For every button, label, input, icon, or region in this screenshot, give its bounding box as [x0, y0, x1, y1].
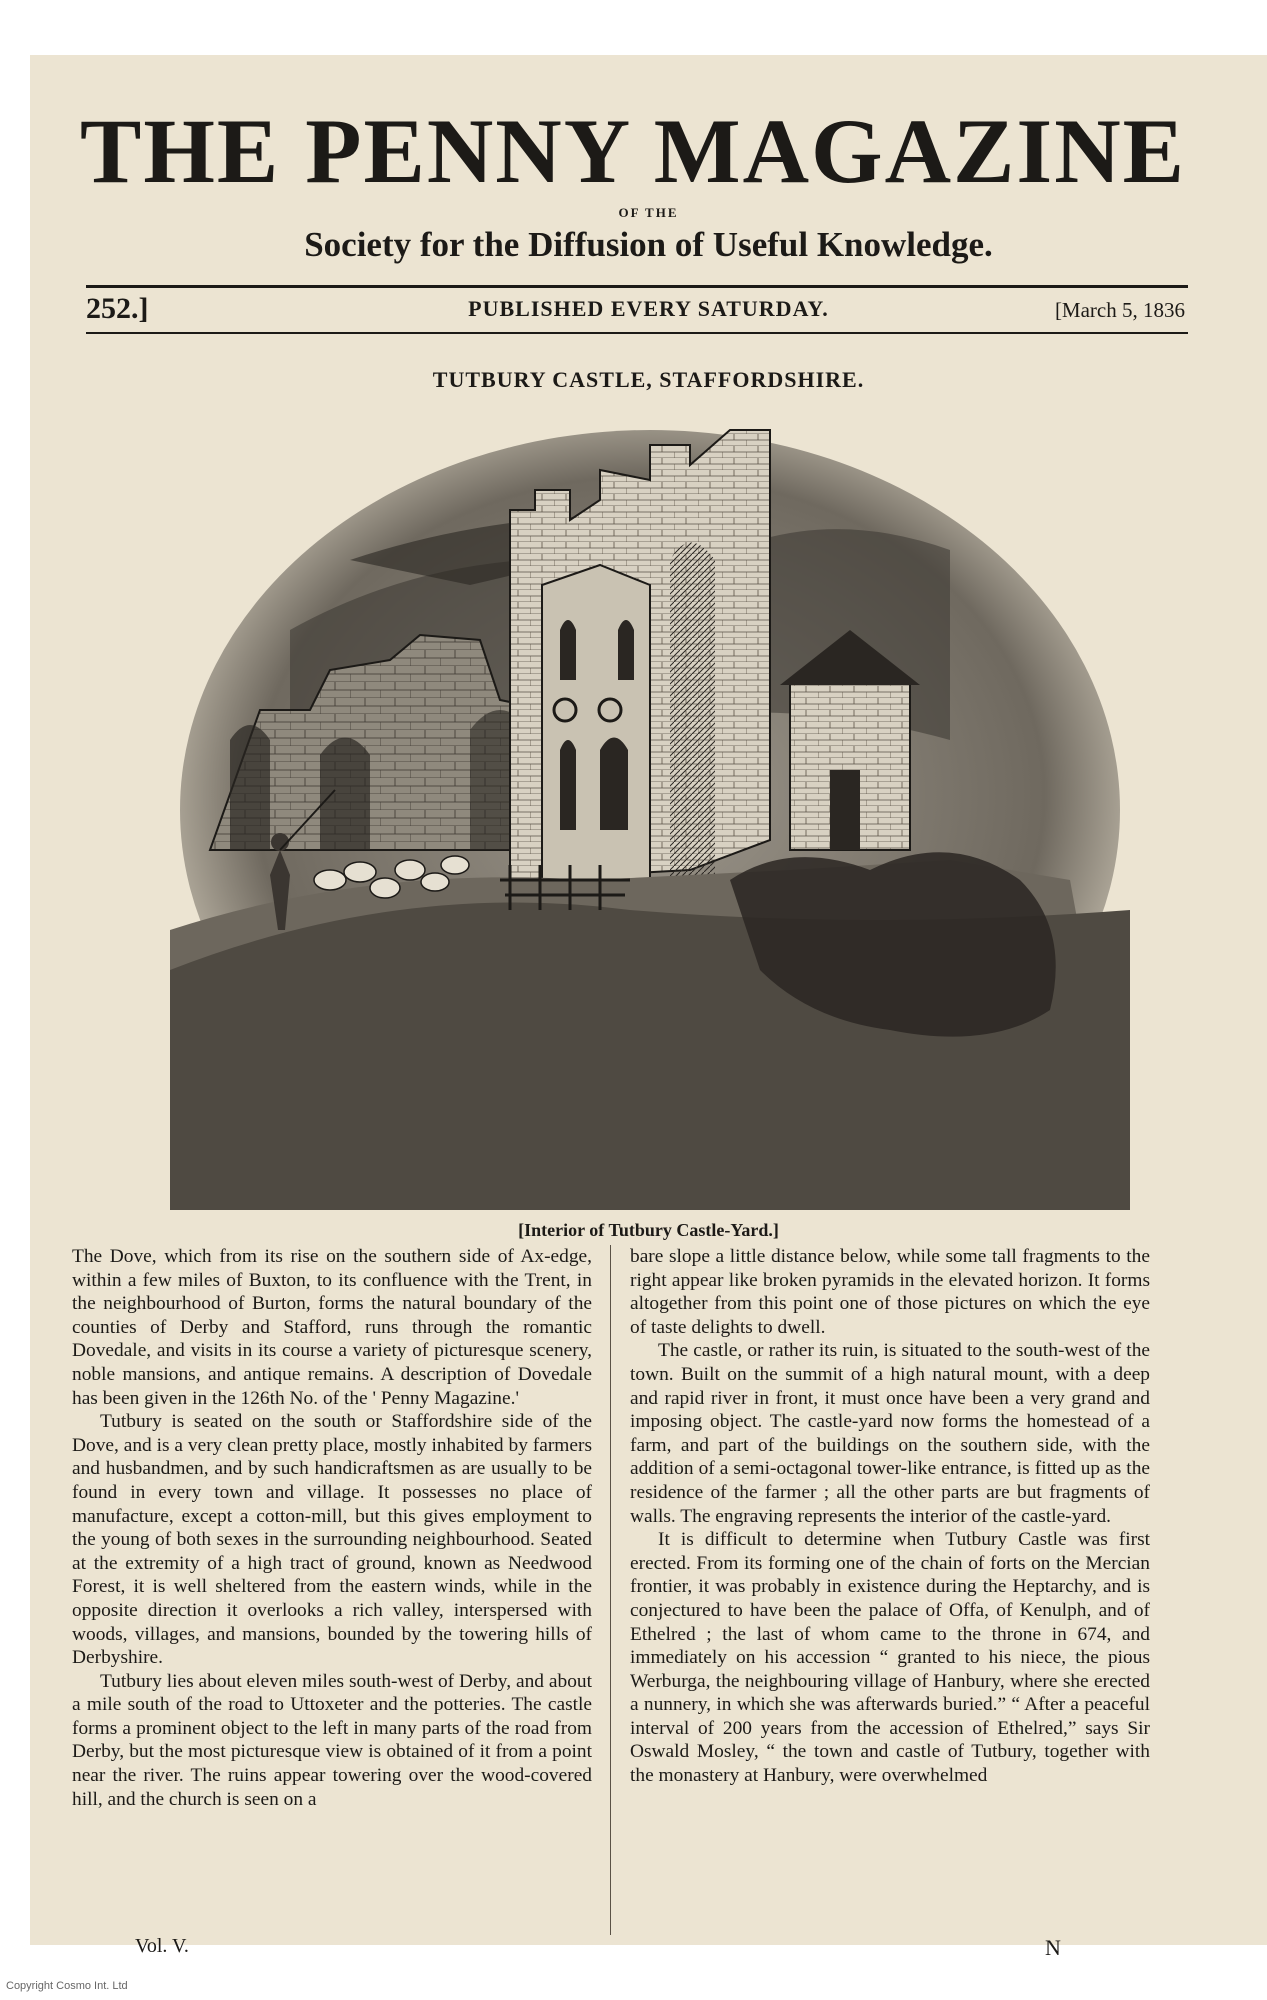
header-rule-bottom — [86, 332, 1188, 334]
paragraph: Tutbury is seated on the south or Staffordshire side of the Dove, and is a very clean pretty place, mostly inhabited by farmers and husbandmen, and by such handicraftsmen as are usually to be found in every town and village. It possesses no place of manufacture, except a cotton-mill, but this gives employment to the young of both sexes in the surrounding neighbourhood. Seated at the extremity of a high tract of ground, known as Needwood Forest, it is well sheltered from the eastern winds, while in the opposite direction it overlooks a rich valley, interspersed with woods, villages, and mansions, bounded by the towering hills of Derbyshire. — [72, 1411, 592, 1669]
right-text-column — [630, 1245, 1150, 1788]
masthead-of-the: OF THE — [618, 205, 679, 220]
illustration-caption: [Interior of Tutbury Castle-Yard.] — [518, 1220, 779, 1240]
column-divider — [610, 1245, 611, 1935]
issue-number: 252.] — [86, 292, 149, 325]
issue-date: [March 5, 1836 — [1054, 298, 1185, 322]
copyright-notice: Copyright Cosmo Int. Ltd — [6, 1980, 128, 1992]
header-rule-top — [86, 285, 1188, 288]
paragraph: It is difficult to determine when Tutbury Castle was first erected. From its forming one of the chain of forts on the Mercian frontier, it was probably in existence during the Heptarchy, and is conjectured to have been the palace of Offa, of Kenulph, and of Ethelred ; the last of whom came to the throne in 674, and immediately on his accession “ granted to his niece, the pious Werburga, the neighbouring village of Hanbury, where she erected a nunnery, in which she was afterwards buried.” “ After a peaceful interval of 200 years from the accession of Ethelred,” says Sir Oswald Mosley, “ the town and castle of Tutbury, together with the monastery at Hanbury, were overwhelmed — [630, 1529, 1150, 1787]
printer-signature-mark: N — [1045, 1935, 1061, 1960]
paragraph: Tutbury lies about eleven miles south-west of Derby, and about a mile south of the road to Uttoxeter and the potteries. The castle forms a prominent object to the left in many parts of the road from Derby, but the most picturesque view is obtained of it from a point near the river. The ruins appear towering over the wood-covered hill, and the church is seen on a — [72, 1670, 592, 1810]
masthead-society: Society for the Diffusion of Useful Knowledge. — [304, 225, 993, 264]
publication-schedule: PUBLISHED EVERY SATURDAY. — [468, 296, 829, 321]
masthead-title: THE PENNY MAGAZINE — [80, 100, 1186, 202]
paragraph: The castle, or rather its ruin, is situated to the south-west of the town. Built on the summit of a high natural mount, with a deep and rapid river in front, it must once have been a very grand and imposing object. The castle-yard now forms the homestead of a farm, and part of the buildings on the southern side, with the addition of a semi-octagonal tower-like entrance, is fitted up as the residence of the farmer ; all the other parts are but fragments of walls. The engraving represents the interior of the castle-yard. — [630, 1340, 1150, 1527]
volume-number: Vol. V. — [135, 1935, 189, 1957]
castle-engraving-illustration — [170, 410, 1130, 1210]
article-title: TUTBURY CASTLE, STAFFORDSHIRE. — [432, 367, 865, 392]
magazine-page — [30, 55, 1267, 1960]
paragraph: The Dove, which from its rise on the southern side of Ax-edge, within a few miles of Buxton, to its confluence with the Trent, in the neighbourhood of Burton, forms the natural boundary of the counties of Derby and Stafford, runs through the romantic Dovedale, and visits in its course a variety of picturesque scenery, noble mansions, and antique remains. A description of Dovedale has been given in the 126th No. of the ' Penny Magazine.' — [72, 1246, 592, 1409]
left-text-column — [72, 1245, 592, 1811]
paragraph: bare slope a little distance below, while some tall fragments to the right appear like broken pyramids in the elevated horizon. It forms altogether from this point one of those pictures on which the eye of taste delights to dwell. — [630, 1246, 1150, 1338]
